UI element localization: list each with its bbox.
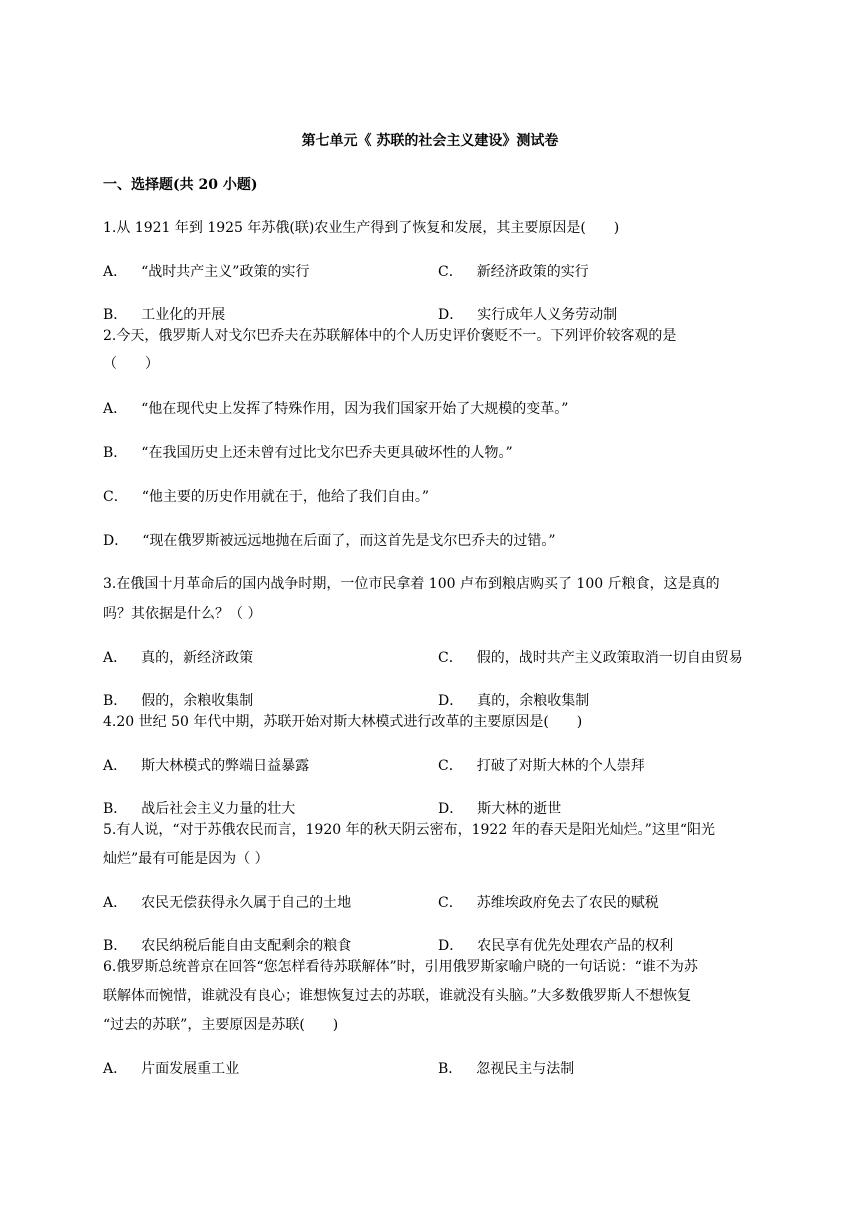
question-3-stem-line-1: 3.在俄国十月革命后的国内战争时期，一位市民拿着 100 卢布到粮店购买了 100 斤粮食，这是真的 bbox=[103, 576, 720, 592]
option-text: 片面发展重工业 bbox=[141, 1061, 240, 1077]
question-2-option-c bbox=[103, 488, 763, 506]
question-1-option-a bbox=[103, 263, 309, 281]
option-label: A． bbox=[103, 401, 128, 417]
page-title: 第七单元《 苏联的社会主义建设》测试卷 bbox=[301, 133, 559, 149]
option-text: 新经济政策的实行 bbox=[476, 264, 589, 280]
option-label: B． bbox=[103, 307, 128, 323]
question-2-stem-line-2: （ ） bbox=[103, 356, 159, 372]
question-3-stem-line-2: 吗？其依据是什么？（ ） bbox=[103, 606, 262, 622]
option-label: A． bbox=[103, 895, 128, 911]
option-label: D． bbox=[438, 938, 464, 954]
question-6-stem-line-2: 联解体而惋惜，谁就没有良心；谁想恢复过去的苏联，谁就没有头脑。”大多数俄罗斯人不想恢复 bbox=[103, 988, 692, 1004]
question-3-option-d bbox=[438, 692, 589, 710]
question-5-option-b bbox=[103, 937, 351, 955]
option-label: C． bbox=[438, 264, 463, 280]
option-text: 农民无偿获得永久属于自己的土地 bbox=[141, 895, 352, 911]
question-3-option-a bbox=[103, 649, 253, 667]
question-5-stem-line-1: 5.有人说，“对于苏俄农民而言，1920 年的秋天阴云密布，1922 年的春天是阳光灿烂。”这里“阳光 bbox=[103, 822, 715, 838]
option-label: D． bbox=[438, 693, 464, 709]
question-4-option-d bbox=[438, 800, 561, 818]
question-2-stem-line-1: 2.今天，俄罗斯人对戈尔巴乔夫在苏联解体中的个人历史评价褒贬不一。下列评价较客观的是 bbox=[103, 328, 677, 344]
question-5-option-a bbox=[103, 894, 351, 912]
option-label: A． bbox=[103, 264, 128, 280]
question-1-stem: 1.从 1921 年到 1925 年苏俄(联)农业生产得到了恢复和发展，其主要原因是( ) bbox=[103, 220, 620, 236]
option-label: C． bbox=[438, 895, 463, 911]
question-6-option-b bbox=[438, 1060, 574, 1078]
option-label: B． bbox=[103, 693, 128, 709]
option-text: 打破了对斯大林的个人崇拜 bbox=[476, 758, 645, 774]
option-label: C． bbox=[438, 758, 463, 774]
option-text: 农民纳税后能自由支配剩余的粮食 bbox=[141, 938, 352, 954]
option-text: 斯大林模式的弊端日益暴露 bbox=[141, 758, 310, 774]
question-5-option-d bbox=[438, 937, 673, 955]
option-text: “在我国历史上还未曾有过比戈尔巴乔夫更具破坏性的人物。” bbox=[141, 445, 513, 461]
option-text: 假的，余粮收集制 bbox=[141, 693, 254, 709]
question-1-option-c bbox=[438, 263, 589, 281]
option-label: B． bbox=[438, 1061, 463, 1077]
question-6-option-a bbox=[103, 1060, 239, 1078]
option-text: 斯大林的逝世 bbox=[477, 801, 562, 817]
question-4-stem: 4.20 世纪 50 年代中期，苏联开始对斯大林模式进行改革的主要原因是( ) bbox=[103, 714, 583, 730]
option-label: C． bbox=[103, 489, 128, 505]
option-label: B． bbox=[103, 938, 128, 954]
option-label: D． bbox=[103, 533, 129, 549]
question-3-option-c bbox=[438, 649, 743, 667]
question-5-option-c bbox=[438, 894, 659, 912]
option-text: 工业化的开展 bbox=[141, 307, 226, 323]
question-5-stem-line-2: 灿烂”最有可能是因为（ ） bbox=[103, 851, 269, 867]
option-label: A． bbox=[103, 650, 128, 666]
question-2-option-b bbox=[103, 444, 763, 462]
option-text: 苏维埃政府免去了农民的赋税 bbox=[476, 895, 659, 911]
option-label: B． bbox=[103, 445, 128, 461]
option-text: 真的，余粮收集制 bbox=[477, 693, 590, 709]
option-label: A． bbox=[103, 758, 128, 774]
question-4-option-a bbox=[103, 757, 309, 775]
question-6-stem-line-3: “过去的苏联”，主要原因是苏联( ) bbox=[103, 1017, 339, 1033]
question-2-option-a bbox=[103, 400, 763, 418]
option-text: 实行成年人义务劳动制 bbox=[477, 307, 618, 323]
option-label: D． bbox=[438, 307, 464, 323]
question-2-option-d bbox=[103, 532, 763, 550]
option-label: D． bbox=[438, 801, 464, 817]
option-text: 战后社会主义力量的壮大 bbox=[141, 801, 296, 817]
section-heading: 一、选择题(共 20 小题) bbox=[103, 177, 258, 193]
option-label: C． bbox=[438, 650, 463, 666]
option-text: “现在俄罗斯被远远地抛在后面了，而这首先是戈尔巴乔夫的过错。” bbox=[142, 533, 556, 549]
question-4-option-b bbox=[103, 800, 295, 818]
question-1-option-d bbox=[438, 306, 617, 324]
option-text: “战时共产主义”政策的实行 bbox=[141, 264, 310, 280]
question-3-option-b bbox=[103, 692, 253, 710]
option-label: A． bbox=[103, 1061, 128, 1077]
question-1-option-b bbox=[103, 306, 225, 324]
option-label: B． bbox=[103, 801, 128, 817]
question-4-option-c bbox=[438, 757, 645, 775]
question-6-stem-line-1: 6.俄罗斯总统普京在回答“您怎样看待苏联解体”时，引用俄罗斯家喻户晓的一句话说：“谁不为苏 bbox=[103, 959, 698, 975]
option-text: 假的，战时共产主义政策取消一切自由贸易 bbox=[476, 650, 743, 666]
option-text: “他主要的历史作用就在于，他给了我们自由。” bbox=[141, 489, 430, 505]
option-text: 忽视民主与法制 bbox=[476, 1061, 575, 1077]
option-text: 农民享有优先处理农产品的权利 bbox=[477, 938, 674, 954]
option-text: 真的，新经济政策 bbox=[141, 650, 254, 666]
option-text: “他在现代史上发挥了特殊作用，因为我们国家开始了大规模的变革。” bbox=[141, 401, 569, 417]
